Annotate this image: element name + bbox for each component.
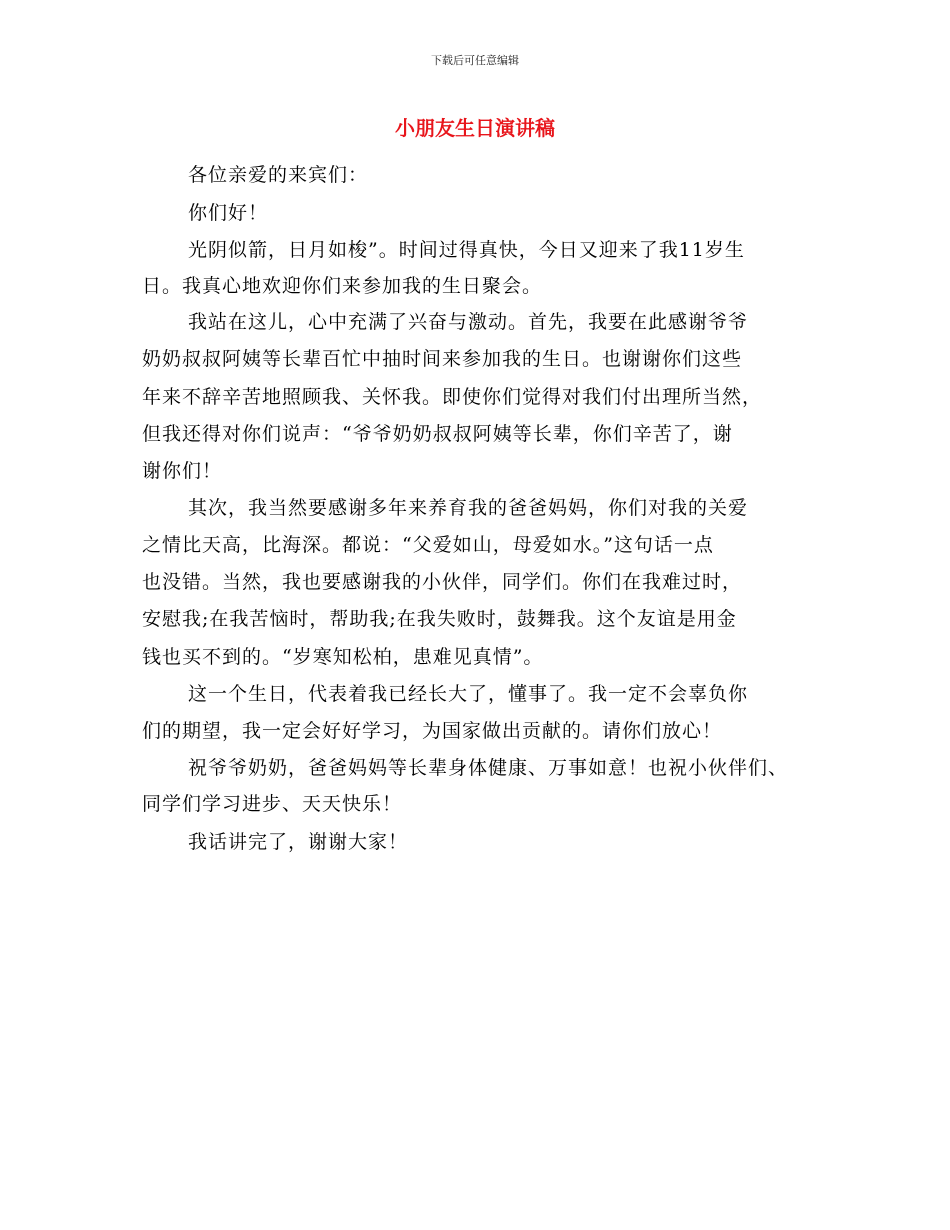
body-line: 我话讲完了，谢谢大家！: [188, 831, 409, 853]
body-line: 奶奶叔叔阿姨等长辈百忙中抽时间来参加我的生日。也谢谢你们这些: [142, 348, 743, 370]
body-line: 安慰我;在我苦恼时，帮助我;在我失败时，鼓舞我。这个友谊是用金: [142, 608, 737, 630]
body-line: 我站在这儿，心中充满了兴奋与激动。首先，我要在此感谢爷爷: [188, 311, 749, 333]
body-line: 钱也买不到的。“岁寒知松柏，患难见真情”。: [142, 646, 544, 668]
body-line: 之情比天高，比海深。都说：“父爱如山，母爱如水。”这句话一点: [142, 534, 714, 556]
body-line: 这一个生日，代表着我已经长大了，懂事了。我一定不会辜负你: [188, 683, 749, 705]
body-line: 但我还得对你们说声：“爷爷奶奶叔叔阿姨等长辈，你们辛苦了，谢: [142, 423, 733, 445]
body-line: 们的期望，我一定会好好学习，为国家做出贡献的。请你们放心！: [142, 720, 723, 742]
body-line: 祝爷爷奶奶，爸爸妈妈等长辈身体健康、万事如意！也祝小伙伴们、: [188, 757, 789, 779]
body-line: 光阴似箭，日月如梭”。时间过得真快，今日又迎来了我11岁生: [188, 239, 745, 261]
body-line: 日。我真心地欢迎你们来参加我的生日聚会。: [142, 275, 543, 297]
body-line: 谢你们！: [142, 460, 223, 482]
document-title: 小朋友生日演讲稿: [395, 116, 555, 140]
body-line: 各位亲爱的来宾们：: [188, 164, 369, 186]
page-header-note: 下载后可任意编辑: [431, 54, 519, 67]
body-line: 同学们学习进步、天天快乐！: [142, 793, 403, 815]
body-line: 你们好！: [188, 202, 269, 224]
body-line: 年来不辞辛苦地照顾我、关怀我。即使你们觉得对我们付出理所当然，: [142, 386, 763, 408]
body-line: 其次，我当然要感谢多年来养育我的爸爸妈妈，你们对我的关爱: [188, 497, 749, 519]
body-line: 也没错。当然，我也要感谢我的小伙伴，同学们。你们在我难过时，: [142, 571, 743, 593]
